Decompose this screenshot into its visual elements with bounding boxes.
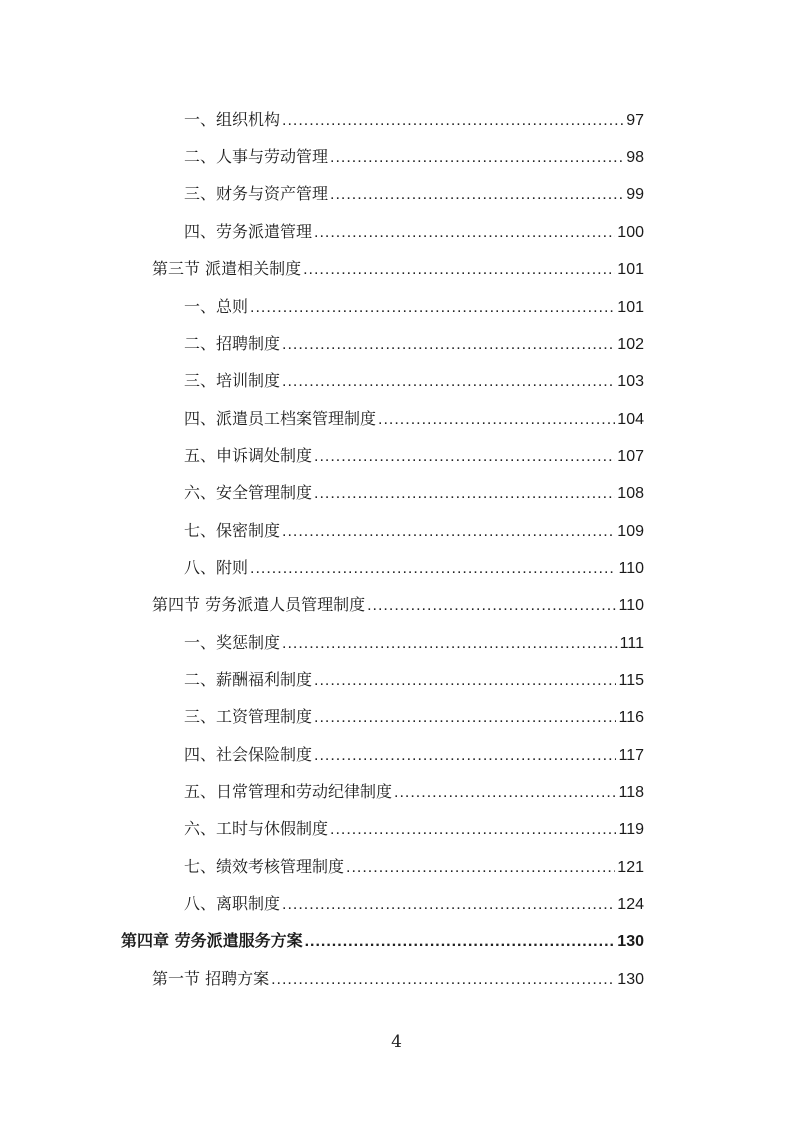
toc-entry[interactable] [184, 743, 644, 767]
toc-entry-page: 107 [617, 448, 644, 465]
toc-entry-section[interactable] [152, 257, 644, 281]
toc-entry-page: 101 [617, 261, 644, 278]
dot-leader [330, 183, 624, 207]
toc-entry[interactable] [184, 182, 644, 206]
toc-entry[interactable] [184, 369, 644, 393]
dot-leader [378, 408, 615, 432]
toc-entry-title: 第四章 劳务派遣服务方案 [121, 931, 303, 950]
dot-leader [305, 930, 616, 954]
toc-entry[interactable] [184, 780, 644, 804]
toc-entry-title: 二、人事与劳动管理 [184, 147, 329, 166]
toc-entry-page: 116 [618, 709, 644, 726]
toc-entry-page: 99 [626, 186, 644, 203]
toc-entry-title: 第四节 劳务派遣人员管理制度 [152, 595, 366, 614]
toc-entry-page: 97 [626, 112, 644, 129]
toc-entry[interactable] [184, 145, 644, 169]
toc-entry-title: 三、培训制度 [184, 371, 281, 390]
toc-entry[interactable] [184, 705, 644, 729]
dot-leader [330, 818, 616, 842]
toc-entry-page: 102 [617, 336, 644, 353]
dot-leader [314, 482, 615, 506]
dot-leader [367, 594, 616, 618]
toc-entry-page: 124 [617, 896, 644, 913]
dot-leader [282, 632, 618, 656]
toc-entry-title: 一、组织机构 [184, 110, 281, 129]
toc-entry-title: 七、绩效考核管理制度 [184, 857, 345, 876]
toc-entry-page: 109 [617, 523, 644, 540]
dot-leader [330, 146, 624, 170]
dot-leader [346, 856, 615, 880]
page-number: 4 [391, 1032, 402, 1052]
toc-entry[interactable] [184, 892, 644, 916]
toc-entry-title: 四、社会保险制度 [184, 745, 313, 764]
toc-entry-section[interactable] [152, 967, 644, 991]
toc-entry-title: 三、财务与资产管理 [184, 184, 329, 203]
dot-leader [282, 333, 615, 357]
toc-entry-page: 110 [618, 560, 644, 577]
toc-entry-title: 八、离职制度 [184, 894, 281, 913]
toc-entry[interactable] [184, 631, 644, 655]
toc-entry-title: 一、总则 [184, 297, 249, 316]
toc-entry-title: 六、工时与休假制度 [184, 819, 329, 838]
toc-entry[interactable] [184, 108, 644, 132]
toc-entry[interactable] [184, 519, 644, 543]
dot-leader [394, 781, 616, 805]
toc-entry[interactable] [184, 220, 644, 244]
dot-leader [314, 445, 615, 469]
toc-entry-title: 二、薪酬福利制度 [184, 670, 313, 689]
toc-entry-page: 111 [619, 635, 644, 652]
toc-entry-page: 121 [617, 859, 644, 876]
toc-entry-title: 一、奖惩制度 [184, 633, 281, 652]
toc-entry-section[interactable] [152, 593, 644, 617]
toc-entry-page: 108 [617, 485, 644, 502]
toc-entry[interactable] [184, 556, 644, 580]
toc-entry-title: 第一节 招聘方案 [152, 969, 270, 988]
dot-leader [314, 744, 616, 768]
toc-entry-title: 八、附则 [184, 558, 249, 577]
toc-entry-page: 130 [617, 971, 644, 988]
toc-entry[interactable] [184, 295, 644, 319]
dot-leader [314, 706, 616, 730]
toc-entry-page: 101 [617, 299, 644, 316]
toc-entry-page: 130 [617, 933, 644, 950]
dot-leader [303, 258, 615, 282]
toc-entry-page: 119 [618, 821, 644, 838]
dot-leader [271, 968, 615, 992]
dot-leader [314, 669, 616, 693]
toc-entry-title: 六、安全管理制度 [184, 483, 313, 502]
toc-entry-title: 二、招聘制度 [184, 334, 281, 353]
toc-entry-page: 115 [618, 672, 644, 689]
dot-leader [250, 557, 616, 581]
dot-leader [250, 296, 615, 320]
toc-entry[interactable] [184, 855, 644, 879]
dot-leader [314, 221, 615, 245]
dot-leader [282, 370, 615, 394]
toc-entry-title: 第三节 派遣相关制度 [152, 259, 302, 278]
dot-leader [282, 893, 615, 917]
toc-entry[interactable] [184, 407, 644, 431]
toc-entry-title: 七、保密制度 [184, 521, 281, 540]
toc-entry-title: 四、派遣员工档案管理制度 [184, 409, 377, 428]
toc-entry[interactable] [184, 817, 644, 841]
toc-entry-page: 100 [617, 224, 644, 241]
toc-entry[interactable] [184, 481, 644, 505]
toc-entry-page: 103 [617, 373, 644, 390]
toc-entry-page: 117 [618, 747, 644, 764]
toc-entry-title: 四、劳务派遣管理 [184, 222, 313, 241]
toc-entry-chapter[interactable] [121, 929, 644, 953]
toc-entry-page: 118 [618, 784, 644, 801]
toc-entry[interactable] [184, 444, 644, 468]
toc-entry-page: 110 [618, 597, 644, 614]
toc-entry-page: 104 [617, 411, 644, 428]
dot-leader [282, 520, 615, 544]
toc-entry-page: 98 [626, 149, 644, 166]
toc-entry[interactable] [184, 668, 644, 692]
toc-entry[interactable] [184, 332, 644, 356]
toc-entry-title: 五、日常管理和劳动纪律制度 [184, 782, 393, 801]
toc-entry-title: 五、申诉调处制度 [184, 446, 313, 465]
toc-entry-title: 三、工资管理制度 [184, 707, 313, 726]
dot-leader [282, 109, 624, 133]
